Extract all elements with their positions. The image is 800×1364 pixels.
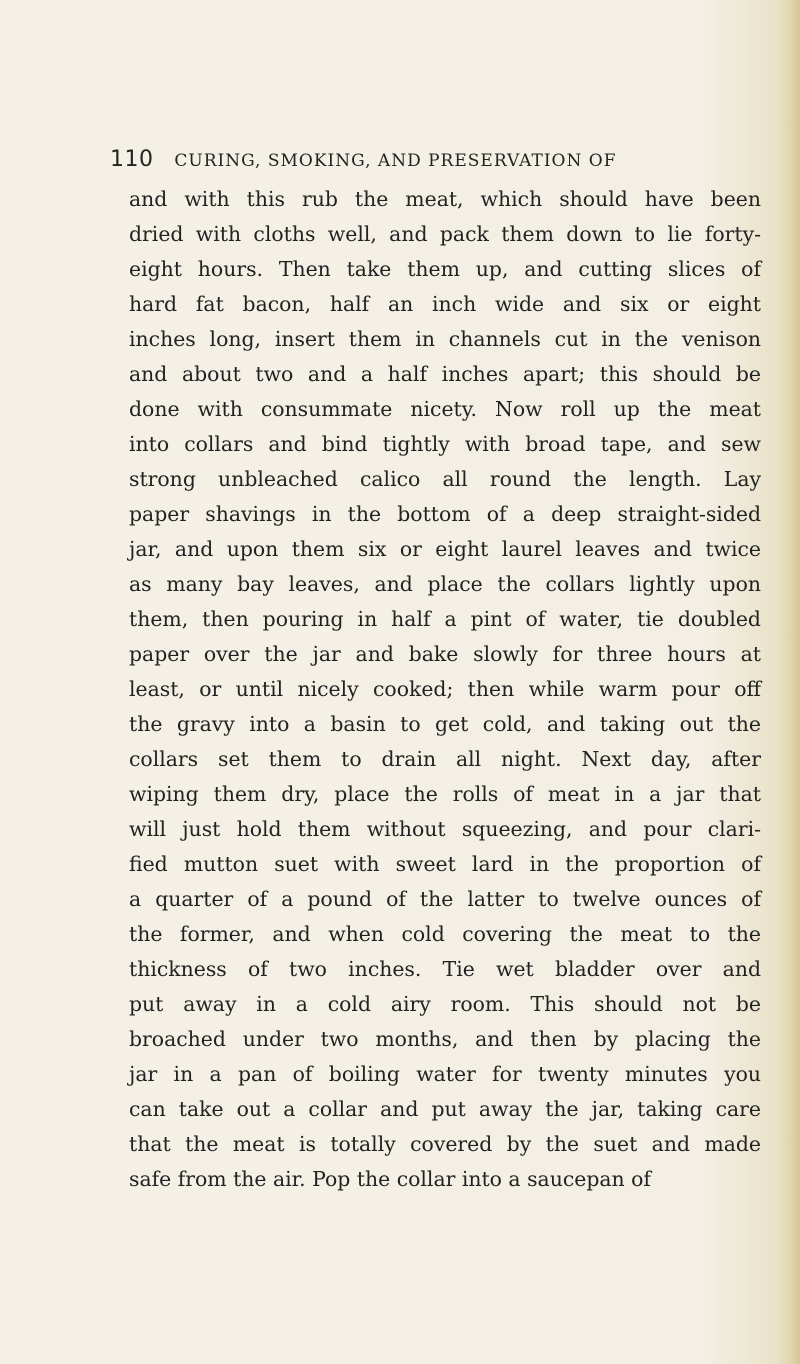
text-line: a quarter of a pound of the latter to twelve ounces of [129,887,761,911]
text-line: the gravy into a basin to get cold, and taking out the [129,712,761,736]
text-line: jar in a pan of boiling water for twenty minutes you [129,1062,761,1086]
page-number: 110 [110,147,154,172]
text-line: least, or until nicely cooked; then while warm pour off [129,677,761,701]
text-line: safe from the air. Pop the collar into a saucepan of [129,1167,651,1191]
text-line: done with consummate nicety. Now roll up the meat [129,397,761,421]
text-line: dried with cloths well, and pack them down to lie forty- [129,222,761,246]
text-line: into collars and bind tightly with broad tape, and sew [129,432,761,456]
text-line: hard fat bacon, half an inch wide and six or eight [129,292,761,316]
running-header [110,147,750,172]
page-edge-shadow [778,0,800,1364]
text-line: and about two and a half inches apart; this should be [129,362,761,386]
running-title: CURING, SMOKING, AND PRESERVATION OF [174,151,617,171]
text-line: collars set them to drain all night. Next day, after [129,747,761,771]
text-line: as many bay leaves, and place the collars lightly upon [129,572,761,596]
text-line: the former, and when cold covering the meat to the [129,922,761,946]
text-line: wiping them dry, place the rolls of meat in a jar that [129,782,761,806]
text-line: paper shavings in the bottom of a deep straight-sided [129,502,761,526]
text-line: jar, and upon them six or eight laurel leaves and twice [129,537,761,561]
text-line: them, then pouring in half a pint of water, tie doubled [129,607,761,631]
text-line: and with this rub the meat, which should have been [129,187,761,211]
text-line: fied mutton suet with sweet lard in the proportion of [129,852,761,876]
text-line: broached under two months, and then by placing the [129,1027,761,1051]
body-text [129,182,761,1197]
text-line: that the meat is totally covered by the suet and made [129,1132,761,1156]
text-line: eight hours. Then take them up, and cutting slices of [129,257,761,281]
text-line: inches long, insert them in channels cut in the venison [129,327,761,351]
text-line: put away in a cold airy room. This should not be [129,992,761,1016]
text-line: will just hold them without squeezing, and pour clari- [129,817,761,841]
text-line: thickness of two inches. Tie wet bladder over and [129,957,761,981]
text-line: can take out a collar and put away the jar, taking care [129,1097,761,1121]
text-line: strong unbleached calico all round the length. Lay [129,467,761,491]
text-line: paper over the jar and bake slowly for three hours at [129,642,761,666]
